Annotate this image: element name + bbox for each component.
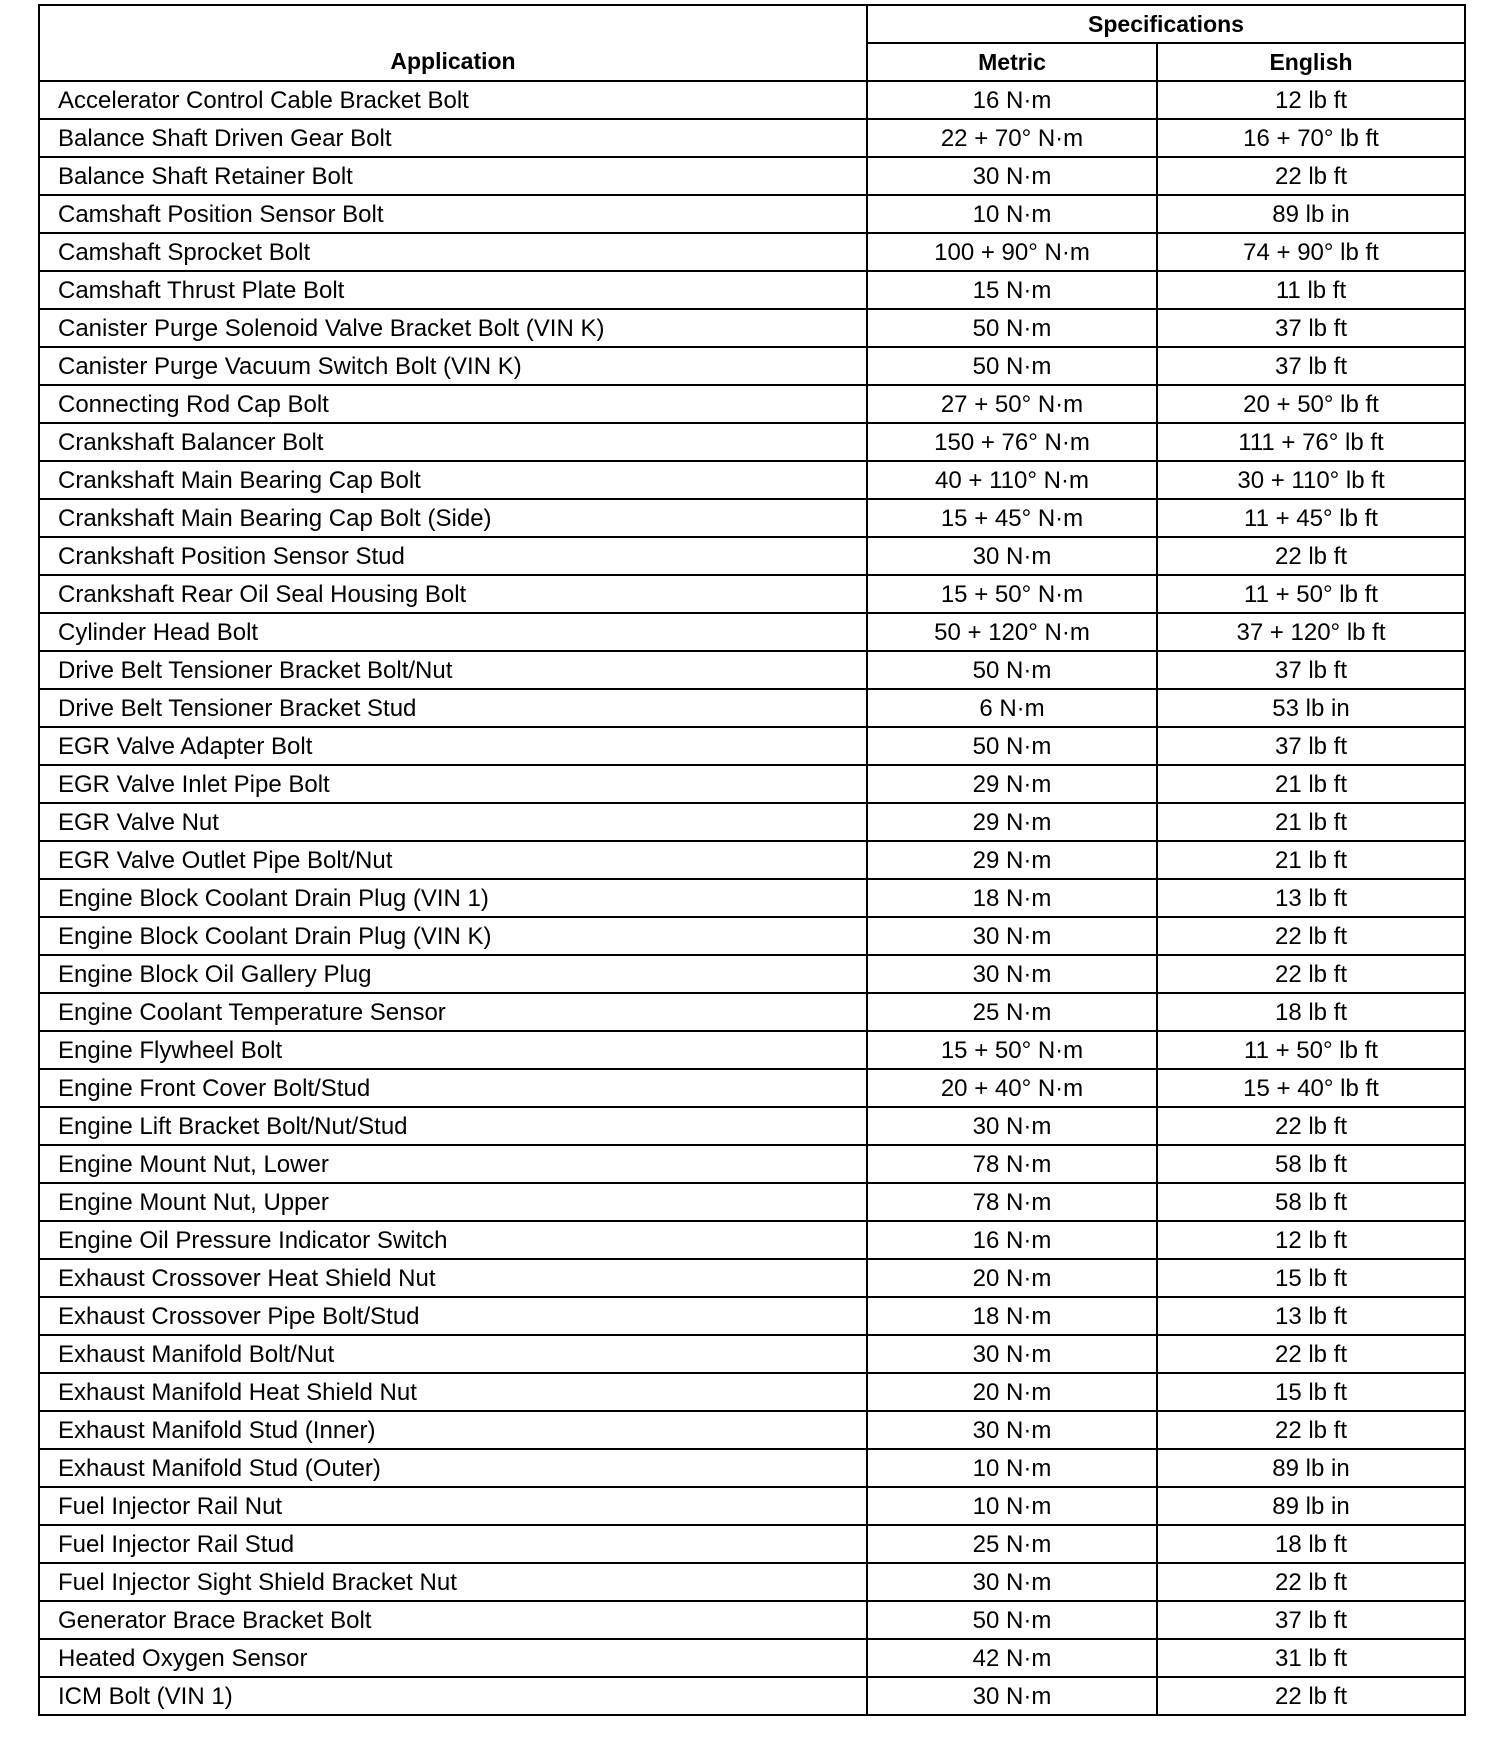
metric-value-cell: 30 N·m [867, 1563, 1157, 1601]
english-value-cell: 11 + 50° lb ft [1157, 1031, 1465, 1069]
table-row [39, 461, 1465, 499]
application-cell: Canister Purge Vacuum Switch Bolt (VIN K) [39, 347, 867, 385]
english-value-cell: 22 lb ft [1157, 1335, 1465, 1373]
metric-value-cell: 16 N·m [867, 1221, 1157, 1259]
application-cell: Fuel Injector Sight Shield Bracket Nut [39, 1563, 867, 1601]
application-cell: Fuel Injector Rail Stud [39, 1525, 867, 1563]
table-row [39, 841, 1465, 879]
english-value-cell: 22 lb ft [1157, 1563, 1465, 1601]
english-value-cell: 31 lb ft [1157, 1639, 1465, 1677]
metric-value-cell: 150 + 76° N·m [867, 423, 1157, 461]
application-cell: EGR Valve Adapter Bolt [39, 727, 867, 765]
metric-value-cell: 30 N·m [867, 1411, 1157, 1449]
english-value-cell: 37 + 120° lb ft [1157, 613, 1465, 651]
table-row [39, 1145, 1465, 1183]
metric-value-cell: 22 + 70° N·m [867, 119, 1157, 157]
table-row [39, 1677, 1465, 1715]
metric-value-cell: 42 N·m [867, 1639, 1157, 1677]
table-row [39, 1601, 1465, 1639]
table-header [39, 5, 1465, 81]
application-cell: Exhaust Manifold Stud (Outer) [39, 1449, 867, 1487]
english-value-cell: 22 lb ft [1157, 1107, 1465, 1145]
english-value-cell: 15 + 40° lb ft [1157, 1069, 1465, 1107]
application-cell: Engine Lift Bracket Bolt/Nut/Stud [39, 1107, 867, 1145]
metric-value-cell: 50 N·m [867, 1601, 1157, 1639]
english-value-cell: 22 lb ft [1157, 1411, 1465, 1449]
application-cell: Engine Front Cover Bolt/Stud [39, 1069, 867, 1107]
metric-value-cell: 25 N·m [867, 1525, 1157, 1563]
metric-value-cell: 6 N·m [867, 689, 1157, 727]
metric-value-cell: 20 + 40° N·m [867, 1069, 1157, 1107]
application-cell: EGR Valve Inlet Pipe Bolt [39, 765, 867, 803]
english-value-cell: 18 lb ft [1157, 993, 1465, 1031]
english-value-cell: 22 lb ft [1157, 955, 1465, 993]
english-value-cell: 22 lb ft [1157, 157, 1465, 195]
application-cell: Exhaust Manifold Heat Shield Nut [39, 1373, 867, 1411]
table-row [39, 195, 1465, 233]
table-row [39, 1563, 1465, 1601]
table-row [39, 1069, 1465, 1107]
table-row [39, 993, 1465, 1031]
english-value-cell: 16 + 70° lb ft [1157, 119, 1465, 157]
english-value-cell: 53 lb in [1157, 689, 1465, 727]
table-row [39, 233, 1465, 271]
english-value-cell: 89 lb in [1157, 1449, 1465, 1487]
metric-value-cell: 50 N·m [867, 651, 1157, 689]
table-row [39, 689, 1465, 727]
table-row [39, 1411, 1465, 1449]
specifications-column-header: Specifications [867, 5, 1465, 43]
fastener-spec-table [38, 4, 1466, 1716]
table-row [39, 1259, 1465, 1297]
application-cell: Engine Flywheel Bolt [39, 1031, 867, 1069]
application-cell: Camshaft Position Sensor Bolt [39, 195, 867, 233]
metric-value-cell: 29 N·m [867, 803, 1157, 841]
application-cell: Generator Brace Bracket Bolt [39, 1601, 867, 1639]
english-value-cell: 13 lb ft [1157, 879, 1465, 917]
metric-value-cell: 40 + 110° N·m [867, 461, 1157, 499]
table-row [39, 309, 1465, 347]
metric-value-cell: 50 N·m [867, 727, 1157, 765]
table-row [39, 499, 1465, 537]
english-value-cell: 111 + 76° lb ft [1157, 423, 1465, 461]
application-cell: EGR Valve Nut [39, 803, 867, 841]
application-cell: Crankshaft Position Sensor Stud [39, 537, 867, 575]
application-cell: Engine Block Coolant Drain Plug (VIN 1) [39, 879, 867, 917]
table-row [39, 119, 1465, 157]
table-row [39, 651, 1465, 689]
table-row [39, 1297, 1465, 1335]
metric-value-cell: 15 + 50° N·m [867, 575, 1157, 613]
english-value-cell: 89 lb in [1157, 195, 1465, 233]
application-cell: Heated Oxygen Sensor [39, 1639, 867, 1677]
table-row [39, 1221, 1465, 1259]
application-cell: ICM Bolt (VIN 1) [39, 1677, 867, 1715]
english-value-cell: 15 lb ft [1157, 1373, 1465, 1411]
english-value-cell: 21 lb ft [1157, 765, 1465, 803]
table-row [39, 1373, 1465, 1411]
english-value-cell: 22 lb ft [1157, 537, 1465, 575]
table-row [39, 157, 1465, 195]
table-row [39, 271, 1465, 309]
metric-value-cell: 29 N·m [867, 765, 1157, 803]
application-cell: Engine Block Oil Gallery Plug [39, 955, 867, 993]
metric-value-cell: 30 N·m [867, 1677, 1157, 1715]
metric-value-cell: 30 N·m [867, 955, 1157, 993]
application-cell: Drive Belt Tensioner Bracket Bolt/Nut [39, 651, 867, 689]
metric-column-header: Metric [867, 43, 1157, 81]
application-cell: Cylinder Head Bolt [39, 613, 867, 651]
application-cell: Exhaust Crossover Heat Shield Nut [39, 1259, 867, 1297]
english-value-cell: 11 + 45° lb ft [1157, 499, 1465, 537]
table-row [39, 347, 1465, 385]
application-cell: Crankshaft Main Bearing Cap Bolt (Side) [39, 499, 867, 537]
table-row [39, 1525, 1465, 1563]
metric-value-cell: 10 N·m [867, 195, 1157, 233]
table-row [39, 1107, 1465, 1145]
english-value-cell: 37 lb ft [1157, 309, 1465, 347]
metric-value-cell: 16 N·m [867, 81, 1157, 119]
fastener-spec-table-container [38, 4, 1464, 1716]
application-cell: Balance Shaft Driven Gear Bolt [39, 119, 867, 157]
table-row [39, 613, 1465, 651]
table-row [39, 575, 1465, 613]
english-value-cell: 58 lb ft [1157, 1145, 1465, 1183]
english-value-cell: 89 lb in [1157, 1487, 1465, 1525]
application-cell: Exhaust Crossover Pipe Bolt/Stud [39, 1297, 867, 1335]
metric-value-cell: 78 N·m [867, 1145, 1157, 1183]
table-row [39, 423, 1465, 461]
table-row [39, 1335, 1465, 1373]
metric-value-cell: 18 N·m [867, 1297, 1157, 1335]
application-cell: Accelerator Control Cable Bracket Bolt [39, 81, 867, 119]
table-row [39, 955, 1465, 993]
english-value-cell: 74 + 90° lb ft [1157, 233, 1465, 271]
english-value-cell: 37 lb ft [1157, 347, 1465, 385]
table-row [39, 81, 1465, 119]
english-value-cell: 12 lb ft [1157, 1221, 1465, 1259]
application-cell: Exhaust Manifold Stud (Inner) [39, 1411, 867, 1449]
english-value-cell: 37 lb ft [1157, 727, 1465, 765]
english-value-cell: 11 lb ft [1157, 271, 1465, 309]
metric-value-cell: 100 + 90° N·m [867, 233, 1157, 271]
header-row-top [39, 5, 1465, 43]
metric-value-cell: 78 N·m [867, 1183, 1157, 1221]
metric-value-cell: 30 N·m [867, 917, 1157, 955]
english-value-cell: 58 lb ft [1157, 1183, 1465, 1221]
application-cell: Camshaft Sprocket Bolt [39, 233, 867, 271]
english-value-cell: 21 lb ft [1157, 803, 1465, 841]
table-row [39, 385, 1465, 423]
english-value-cell: 13 lb ft [1157, 1297, 1465, 1335]
english-value-cell: 11 + 50° lb ft [1157, 575, 1465, 613]
table-row [39, 1487, 1465, 1525]
application-cell: Drive Belt Tensioner Bracket Stud [39, 689, 867, 727]
metric-value-cell: 30 N·m [867, 1107, 1157, 1145]
english-value-cell: 30 + 110° lb ft [1157, 461, 1465, 499]
metric-value-cell: 20 N·m [867, 1373, 1157, 1411]
application-cell: Engine Block Coolant Drain Plug (VIN K) [39, 917, 867, 955]
metric-value-cell: 15 + 45° N·m [867, 499, 1157, 537]
metric-value-cell: 10 N·m [867, 1487, 1157, 1525]
metric-value-cell: 50 N·m [867, 347, 1157, 385]
english-value-cell: 15 lb ft [1157, 1259, 1465, 1297]
table-row [39, 1031, 1465, 1069]
application-cell: Crankshaft Rear Oil Seal Housing Bolt [39, 575, 867, 613]
english-value-cell: 22 lb ft [1157, 1677, 1465, 1715]
english-value-cell: 37 lb ft [1157, 651, 1465, 689]
application-cell: Engine Oil Pressure Indicator Switch [39, 1221, 867, 1259]
english-column-header: English [1157, 43, 1465, 81]
table-row [39, 803, 1465, 841]
metric-value-cell: 20 N·m [867, 1259, 1157, 1297]
metric-value-cell: 30 N·m [867, 1335, 1157, 1373]
application-cell: Crankshaft Balancer Bolt [39, 423, 867, 461]
application-cell: Engine Mount Nut, Lower [39, 1145, 867, 1183]
application-cell: Crankshaft Main Bearing Cap Bolt [39, 461, 867, 499]
metric-value-cell: 15 + 50° N·m [867, 1031, 1157, 1069]
english-value-cell: 18 lb ft [1157, 1525, 1465, 1563]
application-cell: Camshaft Thrust Plate Bolt [39, 271, 867, 309]
metric-value-cell: 18 N·m [867, 879, 1157, 917]
table-row [39, 1183, 1465, 1221]
metric-value-cell: 25 N·m [867, 993, 1157, 1031]
metric-value-cell: 50 + 120° N·m [867, 613, 1157, 651]
table-row [39, 727, 1465, 765]
application-column-header: Application [39, 5, 867, 81]
metric-value-cell: 50 N·m [867, 309, 1157, 347]
table-row [39, 917, 1465, 955]
table-row [39, 765, 1465, 803]
application-cell: Connecting Rod Cap Bolt [39, 385, 867, 423]
metric-value-cell: 10 N·m [867, 1449, 1157, 1487]
application-cell: EGR Valve Outlet Pipe Bolt/Nut [39, 841, 867, 879]
application-cell: Balance Shaft Retainer Bolt [39, 157, 867, 195]
table-row [39, 879, 1465, 917]
table-body [39, 81, 1465, 1715]
table-row [39, 537, 1465, 575]
application-cell: Canister Purge Solenoid Valve Bracket Bolt (VIN K) [39, 309, 867, 347]
metric-value-cell: 30 N·m [867, 157, 1157, 195]
english-value-cell: 37 lb ft [1157, 1601, 1465, 1639]
application-cell: Fuel Injector Rail Nut [39, 1487, 867, 1525]
english-value-cell: 12 lb ft [1157, 81, 1465, 119]
table-row [39, 1639, 1465, 1677]
application-cell: Exhaust Manifold Bolt/Nut [39, 1335, 867, 1373]
table-row [39, 1449, 1465, 1487]
english-value-cell: 22 lb ft [1157, 917, 1465, 955]
metric-value-cell: 30 N·m [867, 537, 1157, 575]
application-cell: Engine Mount Nut, Upper [39, 1183, 867, 1221]
english-value-cell: 20 + 50° lb ft [1157, 385, 1465, 423]
metric-value-cell: 27 + 50° N·m [867, 385, 1157, 423]
english-value-cell: 21 lb ft [1157, 841, 1465, 879]
application-cell: Engine Coolant Temperature Sensor [39, 993, 867, 1031]
metric-value-cell: 15 N·m [867, 271, 1157, 309]
metric-value-cell: 29 N·m [867, 841, 1157, 879]
